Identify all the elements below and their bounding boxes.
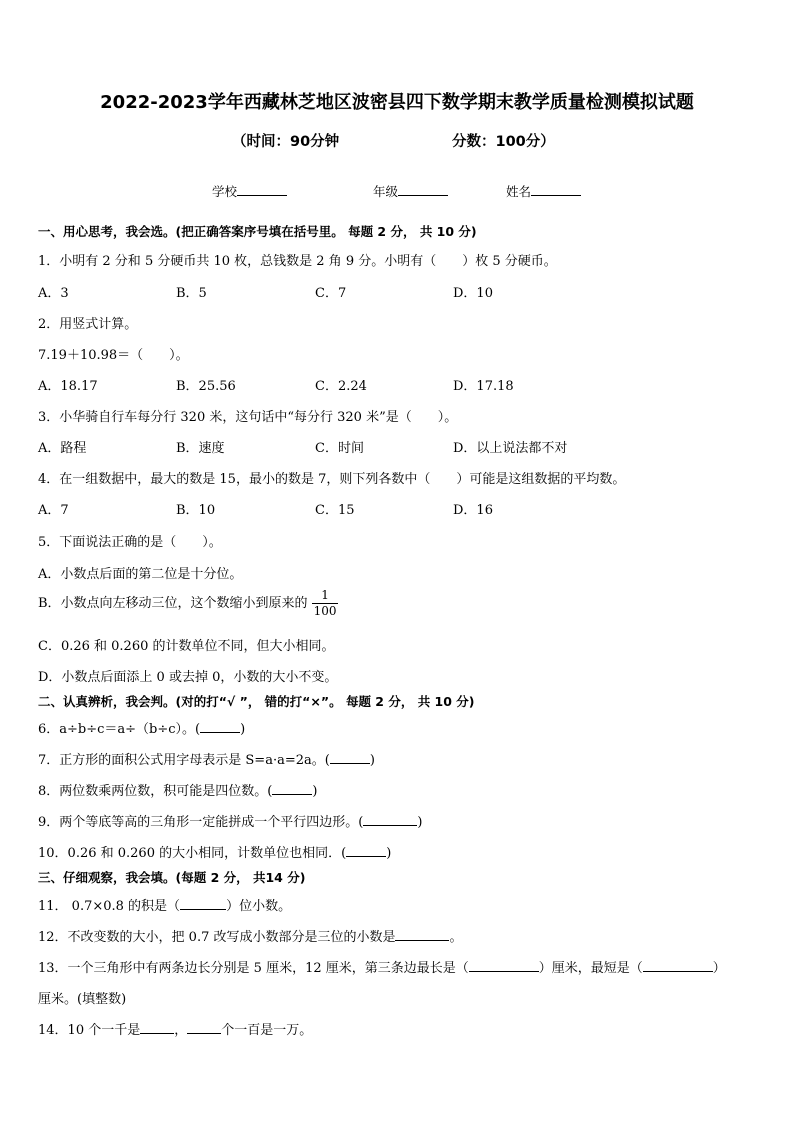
- q10-end: ): [386, 846, 392, 861]
- q10-answer-blank[interactable]: [346, 844, 386, 857]
- q4-option-b: B．10: [176, 503, 216, 518]
- question-4: 4．在一组数据中，最大的数是 15，最小的数是 7，则下列各数中（ ）可能是这组数据的平均数。: [38, 472, 626, 487]
- q7-text: 7．正方形的面积公式用字母表示是 S=a·a=2a。(: [38, 753, 330, 768]
- question-14: [38, 1019, 312, 1038]
- q11-end: ）位小数。: [226, 899, 292, 914]
- q9-end: ): [417, 815, 423, 830]
- q9-answer-blank[interactable]: [363, 813, 417, 826]
- name-blank[interactable]: [531, 183, 581, 196]
- q4-option-a: A．7: [38, 503, 69, 518]
- q13-end: ）: [712, 961, 726, 976]
- question-12: [38, 926, 463, 945]
- q6-answer-blank[interactable]: [200, 720, 240, 733]
- q14-blank-2[interactable]: [187, 1021, 221, 1034]
- question-13-line-2: 厘米。(填整数): [38, 992, 127, 1007]
- q1-option-c: C．7: [315, 286, 347, 301]
- q8-answer-blank[interactable]: [272, 782, 312, 795]
- section-2-heading: 二、认真辨析，我会判。(对的打“√ ”， 错的打“×”。 每题 2 分， 共 10 分): [38, 694, 475, 709]
- q13-mid: ）厘米，最短是（: [538, 961, 643, 976]
- q12-text: 12．不改变数的大小，把 0.7 改写成小数部分是三位的小数是: [38, 930, 396, 945]
- q13-text: 13．一个三角形中有两条边长分别是 5 厘米，12 厘米，第三条边最长是（: [38, 961, 469, 976]
- exam-score: 分数：100分）: [452, 134, 555, 150]
- q7-end: ): [369, 753, 375, 768]
- name-field: [506, 182, 581, 200]
- q3-option-a: A．路程: [38, 441, 87, 456]
- q13-shortest-blank[interactable]: [643, 959, 713, 972]
- grade-field: [373, 182, 448, 200]
- q4-option-c: C．15: [315, 503, 355, 518]
- q14-mid: ，: [174, 1023, 188, 1038]
- q1-option-b: B．5: [176, 286, 207, 301]
- q1-option-a: A．3: [38, 286, 69, 301]
- q13-longest-blank[interactable]: [469, 959, 539, 972]
- q3-option-d: D．以上说法都不对: [453, 441, 568, 456]
- question-5: 5．下面说法正确的是（ ）。: [38, 535, 222, 550]
- q5-option-d: D．小数点后面添上 0 或去掉 0，小数的大小不变。: [38, 670, 338, 685]
- question-1: 1．小明有 2 分和 5 分硬币共 10 枚，总钱数是 2 角 9 分。小明有（ ）枚 5 分硬币。: [38, 254, 557, 269]
- q2-option-d: D．17.18: [453, 379, 514, 394]
- name-label: 姓名: [506, 184, 532, 199]
- q5-option-b-text: B．小数点向左移动三位，这个数缩小到原来的: [38, 596, 308, 611]
- section-1-heading: 一、用心思考，我会选。(把正确答案序号填在括号里。 每题 2 分， 共 10 分): [38, 224, 477, 239]
- q12-end: 。: [449, 930, 463, 945]
- q5-option-a: A．小数点后面的第二位是十分位。: [38, 567, 243, 582]
- school-blank[interactable]: [237, 183, 287, 196]
- q1-option-d: D．10: [453, 286, 493, 301]
- q9-text: 9．两个等底等高的三角形一定能拼成一个平行四边形。(: [38, 815, 364, 830]
- q7-answer-blank[interactable]: [330, 751, 370, 764]
- question-13: [38, 957, 726, 976]
- q11-text: 11． 0.7×0.8 的积是（: [38, 899, 181, 914]
- fraction-numerator: 1: [312, 588, 339, 604]
- grade-blank[interactable]: [398, 183, 448, 196]
- fraction-one-hundredth: [312, 588, 339, 619]
- q2-option-b: B．25.56: [176, 379, 236, 394]
- q14-text: 14．10 个一千是: [38, 1023, 141, 1038]
- q6-end: ): [240, 722, 246, 737]
- question-2-expression: 7.19＋10.98＝（ ）。: [38, 348, 189, 363]
- q2-option-c: C．2.24: [315, 379, 367, 394]
- section-3-heading: 三、仔细观察，我会填。(每题 2 分， 共14 分): [38, 870, 306, 885]
- q5-option-b: [38, 588, 338, 619]
- exam-time: （时间：90分钟: [232, 134, 340, 150]
- q10-text: 10．0.26 和 0.260 的大小相同，计数单位也相同．(: [38, 846, 347, 861]
- q3-option-b: B．速度: [176, 441, 225, 456]
- q11-answer-blank[interactable]: [180, 897, 226, 910]
- q14-blank-1[interactable]: [140, 1021, 174, 1034]
- question-2: 2．用竖式计算。: [38, 317, 138, 332]
- question-8: [38, 780, 317, 799]
- fraction-denominator: 100: [313, 604, 337, 618]
- q2-option-a: A．18.17: [38, 379, 98, 394]
- question-11: [38, 895, 291, 914]
- q8-text: 8．两位数乘两位数，积可能是四位数。(: [38, 784, 273, 799]
- grade-label: 年级: [373, 184, 399, 199]
- question-7: [38, 749, 375, 768]
- q8-end: ): [312, 784, 318, 799]
- question-6: [38, 718, 245, 737]
- q4-option-d: D．16: [453, 503, 493, 518]
- question-9: [38, 811, 422, 830]
- page-title: 2022-2023学年西藏林芝地区波密县四下数学期末教学质量检测模拟试题: [100, 92, 694, 113]
- q14-end: 个一百是一万。: [221, 1023, 313, 1038]
- question-3: 3．小华骑自行车每分行 320 米，这句话中“每分行 320 米”是（ ）。: [38, 410, 458, 425]
- q6-text: 6．a÷b÷c＝a÷（b÷c）。(: [38, 722, 201, 737]
- school-field: [212, 182, 287, 200]
- q12-answer-blank[interactable]: [395, 928, 449, 941]
- q3-option-c: C．时间: [315, 441, 364, 456]
- question-10: [38, 842, 391, 861]
- q5-option-c: C．0.26 和 0.260 的计数单位不同，但大小相同。: [38, 639, 335, 654]
- school-label: 学校: [212, 184, 238, 199]
